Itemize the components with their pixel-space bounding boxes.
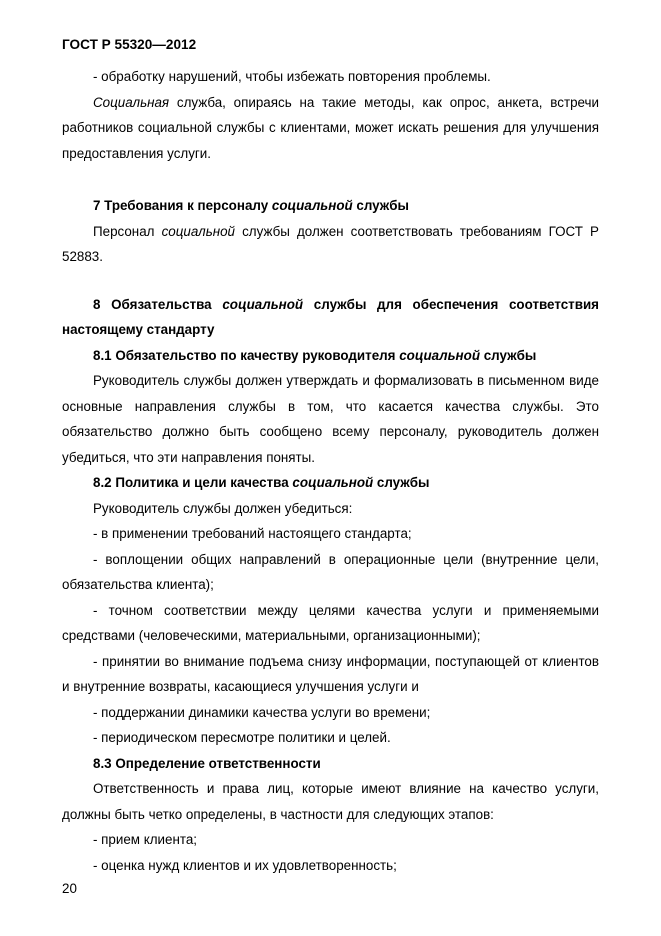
heading-text: службы	[480, 347, 537, 363]
heading-text: 8.1 Обязательство по качеству руководителя	[93, 347, 400, 363]
heading-text: службы	[373, 475, 430, 490]
section-7-heading	[62, 193, 599, 219]
emphasis-text: Социальная	[93, 94, 170, 110]
list-item: - прием клиента;	[93, 832, 198, 847]
document-body	[62, 64, 599, 878]
heading-text: службы для обеспечения соответствия настоящему стандарту	[62, 296, 599, 337]
paragraph-social-service-methods	[62, 90, 599, 167]
paragraph-manager-must-ensure: Руководитель службы должен убедиться:	[93, 500, 353, 516]
paragraph-personnel-requirements	[62, 219, 599, 270]
list-item: - периодическом пересмотре политики и целей.	[93, 730, 391, 745]
emphasis-text: социальной	[222, 296, 304, 312]
page-number: 20	[62, 881, 77, 896]
emphasis-text: социальной	[271, 198, 353, 213]
list-item: - в применении требований настоящего стандарта;	[93, 526, 412, 541]
document-header: ГОСТ Р 55320—2012	[62, 37, 197, 52]
heading-text: службы	[352, 198, 409, 213]
section-8-heading	[62, 292, 599, 343]
list-item: - воплощении общих направлений в операционные цели (внутренние цели, обязательства клиента);	[62, 551, 599, 592]
list-item: - точном соответствии между целями качества услуги и применяемыми средствами (человеческими, материальными, организационными);	[62, 602, 599, 643]
section-8-1-heading	[62, 343, 599, 369]
emphasis-text: социальной	[399, 347, 480, 363]
heading-text: 7 Требования к персоналу	[93, 198, 272, 213]
paragraph-responsibility: Ответственность и права лиц, которые имеют влияние на качество услуги, должны быть четко определены, в частности для следующих этапов:	[62, 781, 599, 822]
emphasis-text: социальной	[292, 475, 374, 490]
paragraph-text: служба, опираясь на такие методы, как опрос, анкета, встречи работников социальной службы с клиентами, может искать решения для улучшения предоставления услуги.	[62, 94, 599, 161]
paragraph-quality-commitment: Руководитель службы должен утверждать и формализовать в письменном виде основные направления службы в том, что касается качества службы. Это обязательство должно быть сообщено всему персоналу, руководитель должен убедиться, что эти направления поняты.	[62, 373, 599, 465]
list-item: - оценка нужд клиентов и их удовлетворенность;	[93, 857, 397, 873]
paragraph-bullet-violations: - обработку нарушений, чтобы избежать повторения проблемы.	[93, 69, 491, 84]
section-8-2-heading	[62, 470, 599, 496]
emphasis-text: социальной	[161, 223, 235, 239]
list-item: - поддержании динамики качества услуги во времени;	[93, 704, 431, 720]
heading-text: 8 Обязательства	[93, 296, 223, 312]
section-8-3-heading: 8.3 Определение ответственности	[93, 755, 321, 771]
paragraph-text: Персонал	[93, 223, 162, 239]
heading-text: 8.2 Политика и цели качества	[93, 475, 293, 490]
list-item: - принятии во внимание подъема снизу информации, поступающей от клиентов и внутренние возвраты, касающиеся улучшения услуги и	[62, 653, 599, 694]
paragraph-text: службы должен соответствовать требованиям ГОСТ Р 52883.	[62, 223, 599, 264]
